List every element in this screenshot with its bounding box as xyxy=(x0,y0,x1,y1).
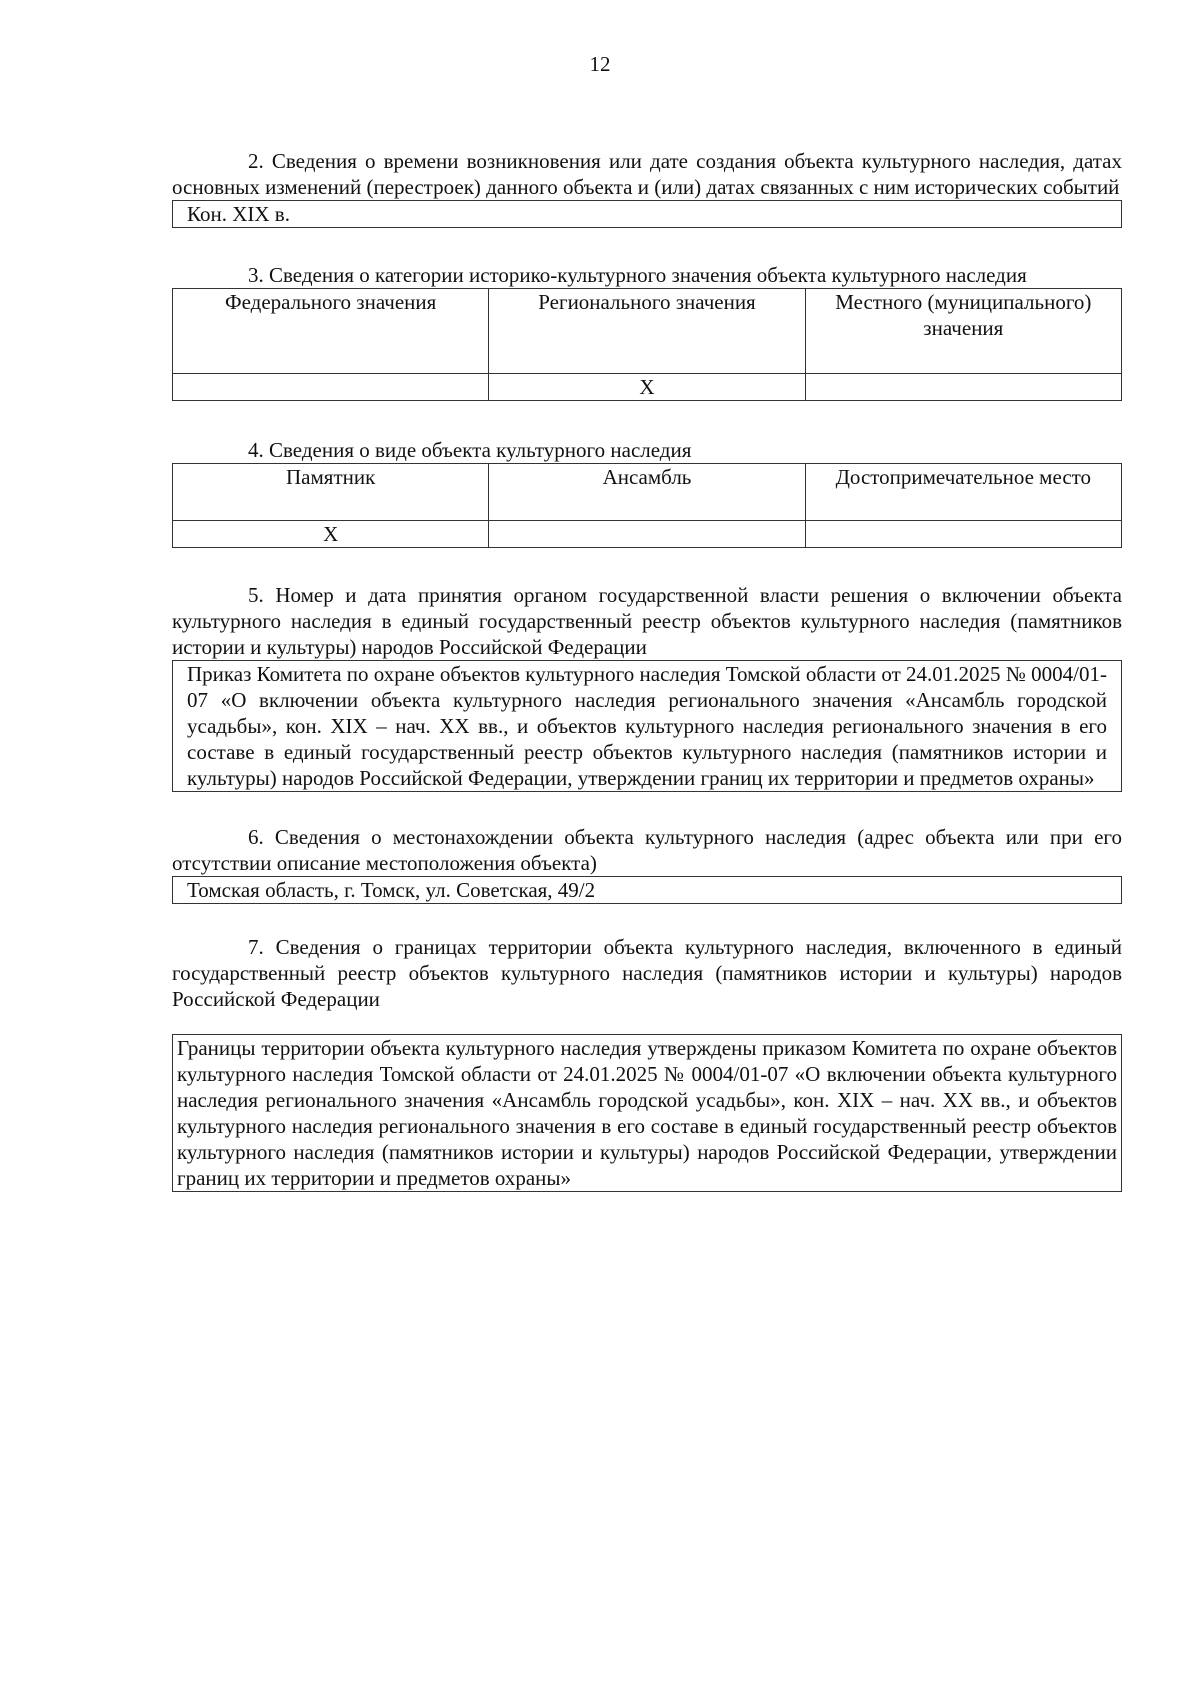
section-5-value: Приказ Комитета по охране объектов культурного наследия Томской области от 24.01.2025 № 0004/01-07 «О включении объекта культурного наследия регионального значения «Ансамбль городской усадьбы», кон. XIX – нач. XX вв., и объектов культурного наследия регионального значения в его составе в единый государственный реестр объектов культурного наследия (памятников истории и культуры) народов Российской Федерации, утверждении границ их территории и предметов охраны» xyxy=(172,660,1122,792)
category-header-federal: Федерального значения xyxy=(173,289,489,374)
section-2-value: Кон. XIX в. xyxy=(172,200,1122,228)
section-6-heading: 6. Сведения о местонахождении объекта культурного наследия (адрес объекта или при его отсутствии описание местоположения объекта) xyxy=(172,825,1122,875)
category-mark-regional: X xyxy=(489,374,805,401)
category-header-local: Местного (муниципального) значения xyxy=(805,289,1121,374)
category-table-mark-row xyxy=(173,374,1122,401)
category-mark-local xyxy=(805,374,1121,401)
type-mark-ensemble xyxy=(489,521,805,548)
type-mark-landmark xyxy=(805,521,1121,548)
type-mark-monument: X xyxy=(173,521,489,548)
category-table xyxy=(172,288,1122,401)
section-5-heading: 5. Номер и дата принятия органом государственной власти решения о включении объекта культурного наследия в единый государственный реестр объектов культурного наследия (памятников истории и культуры) народов Российской Федерации xyxy=(172,583,1122,659)
section-4-heading: 4. Сведения о виде объекта культурного наследия xyxy=(248,438,692,462)
category-mark-federal xyxy=(173,374,489,401)
type-table-mark-row xyxy=(173,521,1122,548)
document-body xyxy=(172,148,1122,1192)
type-table xyxy=(172,463,1122,548)
type-header-landmark: Достопримечательное место xyxy=(805,464,1121,521)
category-header-regional: Регионального значения xyxy=(489,289,805,374)
page-number: 12 xyxy=(589,52,611,76)
section-2-heading: 2. Сведения о времени возникновения или дате создания объекта культурного наследия, датах основных изменений (перестроек) данного объекта и (или) датах связанных с ним исторических событий xyxy=(172,149,1122,199)
type-header-ensemble: Ансамбль xyxy=(489,464,805,521)
section-7-heading: 7. Сведения о границах территории объекта культурного наследия, включенного в единый государственный реестр объектов культурного наследия (памятников истории и культуры) народов Российской Федерации xyxy=(172,935,1122,1011)
section-7-value: Границы территории объекта культурного наследия утверждены приказом Комитета по охране объектов культурного наследия Томской области от 24.01.2025 № 0004/01-07 «О включении объекта культурного наследия регионального значения «Ансамбль городской усадьбы», кон. XIX – нач. XX вв., и объектов культурного наследия регионального значения в его составе в единый государственный реестр объектов культурного наследия (памятников истории и культуры) народов Российской Федерации, утверждении границ их территории и предметов охраны» xyxy=(172,1034,1122,1192)
section-6-value: Томская область, г. Томск, ул. Советская, 49/2 xyxy=(172,876,1122,904)
type-header-monument: Памятник xyxy=(173,464,489,521)
category-table-header-row xyxy=(173,289,1122,374)
section-3-heading: 3. Сведения о категории историко-культурного значения объекта культурного наследия xyxy=(248,263,1027,287)
type-table-header-row xyxy=(173,464,1122,521)
